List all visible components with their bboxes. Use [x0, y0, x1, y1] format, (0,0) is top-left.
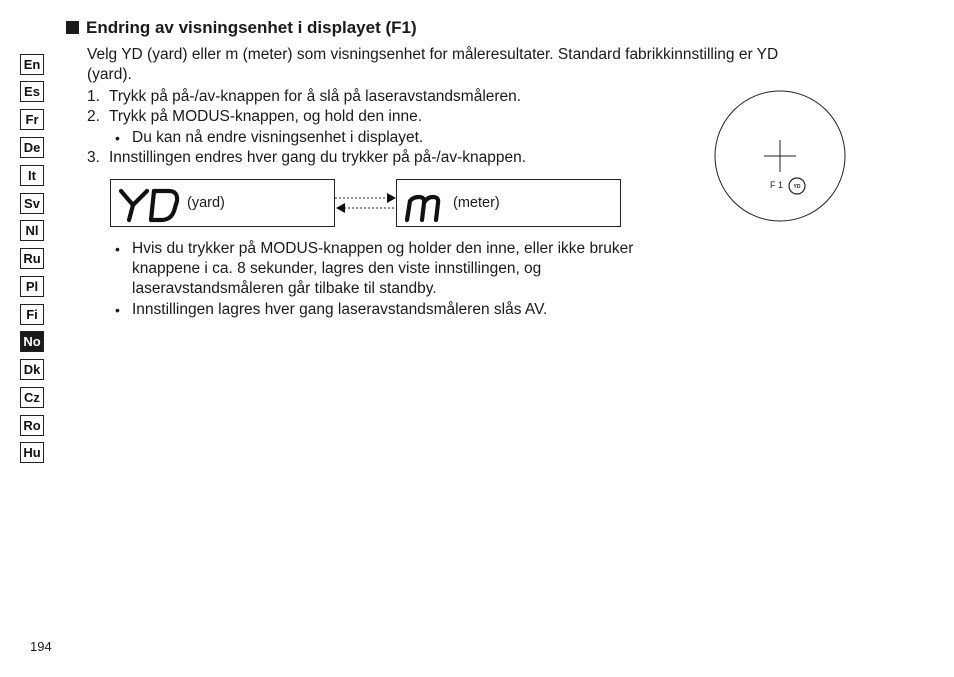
step-3-text: Innstillingen endres hver gang du trykker på på-/av-knappen. — [109, 149, 527, 166]
page-number: 194 — [30, 639, 52, 654]
lang-tab-dk[interactable]: Dk — [20, 359, 44, 380]
step-2-number: 2. — [87, 108, 100, 125]
section-heading — [66, 18, 417, 38]
yard-display-box — [110, 179, 335, 227]
step-1-number: 1. — [87, 88, 100, 105]
meter-label: (meter) — [453, 195, 500, 211]
m-segment-glyph — [401, 184, 449, 224]
lang-tab-es[interactable]: Es — [20, 81, 44, 102]
lang-tab-sv[interactable]: Sv — [20, 193, 44, 214]
section-heading-text: Endring av visningsenhet i displayet (F1) — [86, 18, 417, 37]
lang-tab-ru[interactable]: Ru — [20, 248, 44, 269]
lang-tab-fi[interactable]: Fi — [20, 304, 44, 325]
note-1-line-1: Hvis du trykker på MODUS-knappen og holder den inne, eller ikke bruker — [132, 240, 634, 257]
note-1-bullet-marker: • — [115, 241, 120, 257]
step-1-text: Trykk på på-/av-knappen for å slå på laseravstandsmåleren. — [109, 88, 522, 105]
note-2-line-1: Innstillingen lagres hver gang laseravstandsmåleren slås AV. — [132, 301, 548, 318]
note-1-line-3: laseravstandsmåleren går tilbake til standby. — [132, 280, 437, 297]
viewfinder-illustration — [713, 90, 849, 222]
viewfinder-mode-label: F 1 — [770, 180, 784, 190]
note-1-line-2: knappene i ca. 8 sekunder, lagres den viste innstillingen, og — [132, 260, 542, 277]
note-2-bullet-marker: • — [115, 302, 120, 318]
lang-tab-de[interactable]: De — [20, 137, 44, 158]
lang-tab-it[interactable]: It — [20, 165, 44, 186]
lang-tab-no[interactable]: No — [20, 331, 44, 352]
yard-label: (yard) — [187, 195, 225, 211]
meter-display-box — [396, 179, 621, 227]
lang-tab-nl[interactable]: Nl — [20, 220, 44, 241]
lang-tab-fr[interactable]: Fr — [20, 109, 44, 130]
toggle-arrows-icon — [334, 190, 398, 214]
step-2-bullet-marker: • — [115, 130, 120, 146]
step-2-bullet-text: Du kan nå endre visningsenhet i displayet. — [132, 129, 424, 146]
step-3-number: 3. — [87, 149, 100, 166]
intro-line-1: Velg YD (yard) eller m (meter) som visningsenhet for måleresultater. Standard fabrikkinnstilling er YD — [87, 46, 779, 63]
lang-tab-pl[interactable]: Pl — [20, 276, 44, 297]
heading-square-icon — [66, 21, 79, 34]
lang-tab-ro[interactable]: Ro — [20, 415, 44, 436]
lang-tab-en[interactable]: En — [20, 54, 44, 75]
viewfinder-unit-badge: YD — [793, 184, 801, 190]
yd-segment-glyph — [115, 184, 187, 224]
intro-line-2: (yard). — [87, 66, 132, 83]
lang-tab-cz[interactable]: Cz — [20, 387, 44, 408]
lang-tab-hu[interactable]: Hu — [20, 442, 44, 463]
step-2-text: Trykk på MODUS-knappen, og hold den inne. — [109, 108, 423, 125]
